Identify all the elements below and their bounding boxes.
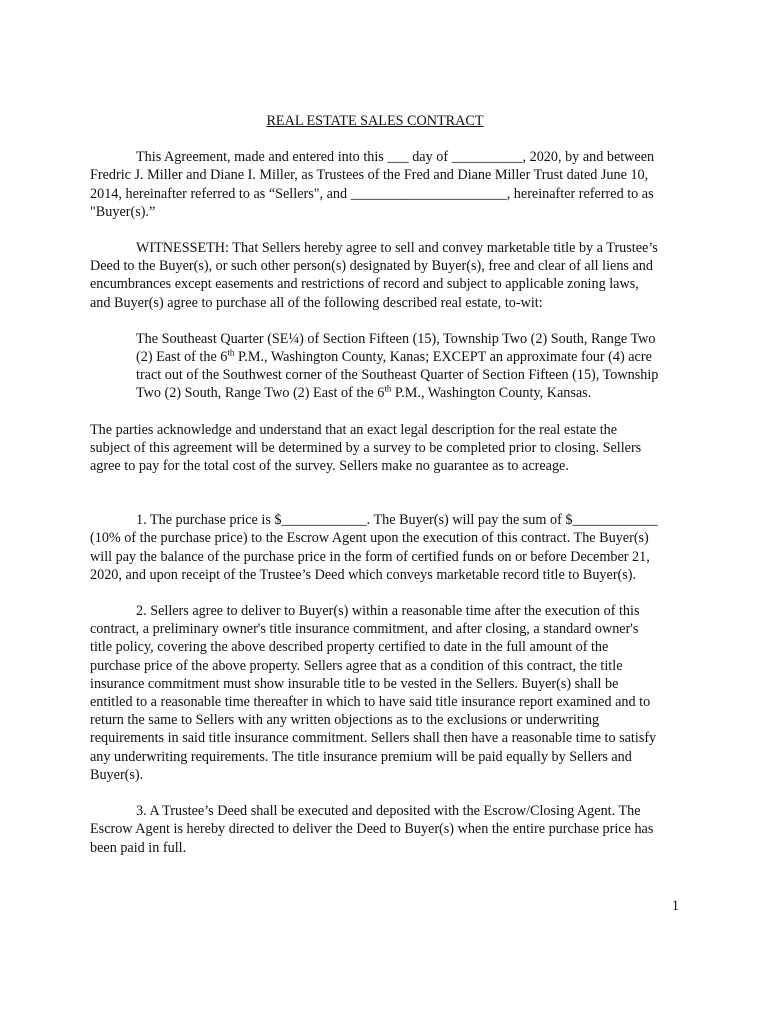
intro-paragraph: This Agreement, made and entered into this ___ day of __________, 2020, by and between Fredric J. Miller and Diane I. Miller, as Trustees of the Fred and Diane Miller Trust dated June 10, 2014, hereinafter referred to as “Sellers", and ______________________, hereinafter referred to as "Buyer(s).” xyxy=(90,149,655,220)
legal-description-part1: The Southeast Quarter (SE¼) of Section Fifteen (15), Township Two (2) South, Range Two (2) East of the 6 xyxy=(136,330,656,366)
acknowledgement-paragraph: The parties acknowledge and understand that an exact legal description for the real estate the subject of this agreement will be determined by a survey to be completed prior to closing. Sellers agree to pay for the total cost of the survey. Sellers make no guarantee as to acreage. xyxy=(90,421,642,475)
legal-description-part2: P.M., Washington County, Kanas; EXCEPT an approximate four (4) acre tract out of the Southwest corner of the Southeast Quarter of Section Fifteen (15), Township Two (2) South, Range Two (2) East of the 6 xyxy=(136,349,659,402)
legal-description-superscript: th xyxy=(384,383,392,394)
witnesseth-paragraph: WITNESSETH: That Sellers hereby agree to sell and convey marketable title by a Trustee’s Deed to the Buyer(s), or such other person(s) designated by Buyer(s), free and clear of all liens and encumbrances except easements and restrictions of record and subject to applicable zoning laws, and Buyer(s) agree to purchase all of the following described real estate, to-wit: xyxy=(90,240,658,311)
legal-description-part3: P.M., Washington County, Kansas. xyxy=(391,385,592,402)
clause-3-trustees-deed: 3. A Trustee’s Deed shall be executed and deposited with the Escrow/Closing Agent. The Escrow Agent is hereby directed to deliver the Deed to Buyer(s) when the entire purchase price has been paid in full. xyxy=(90,803,654,856)
document-title: REAL ESTATE SALES CONTRACT xyxy=(266,113,484,129)
page-number: 1 xyxy=(671,898,679,914)
legal-description xyxy=(136,330,660,403)
legal-description-superscript: th xyxy=(227,347,235,358)
clause-2-title-insurance: 2. Sellers agree to deliver to Buyer(s) within a reasonable time after the execution of this contract, a preliminary owner's title insurance commitment, and after closing, a standard owner's title policy, covering the above described property certified to date in the full amount of the purchase price of the above property. Sellers agree that as a condition of this contract, the title insurance commitment must show insurable title to be vested in the Sellers. Buyer(s) shall be entitled to a reasonable time thereafter in which to have said title insurance report examined and to return the same to Sellers with any written objections as to the exclusions or underwriting requirements in said title insurance commitment. Sellers shall then have a reasonable time to satisfy any underwriting requirements. The title insurance premium will be paid equally by Sellers and Buyer(s). xyxy=(90,603,657,783)
clause-1-purchase-price: 1. The purchase price is $____________. The Buyer(s) will pay the sum of $____________ (10% of the purchase price) to the Escrow Agent upon the execution of this contract. The Buyer(s) will pay the balance of the purchase price in the form of certified funds on or before December 21, 2020, and upon receipt of the Trustee’s Deed which conveys marketable record title to Buyer(s). xyxy=(90,512,658,583)
